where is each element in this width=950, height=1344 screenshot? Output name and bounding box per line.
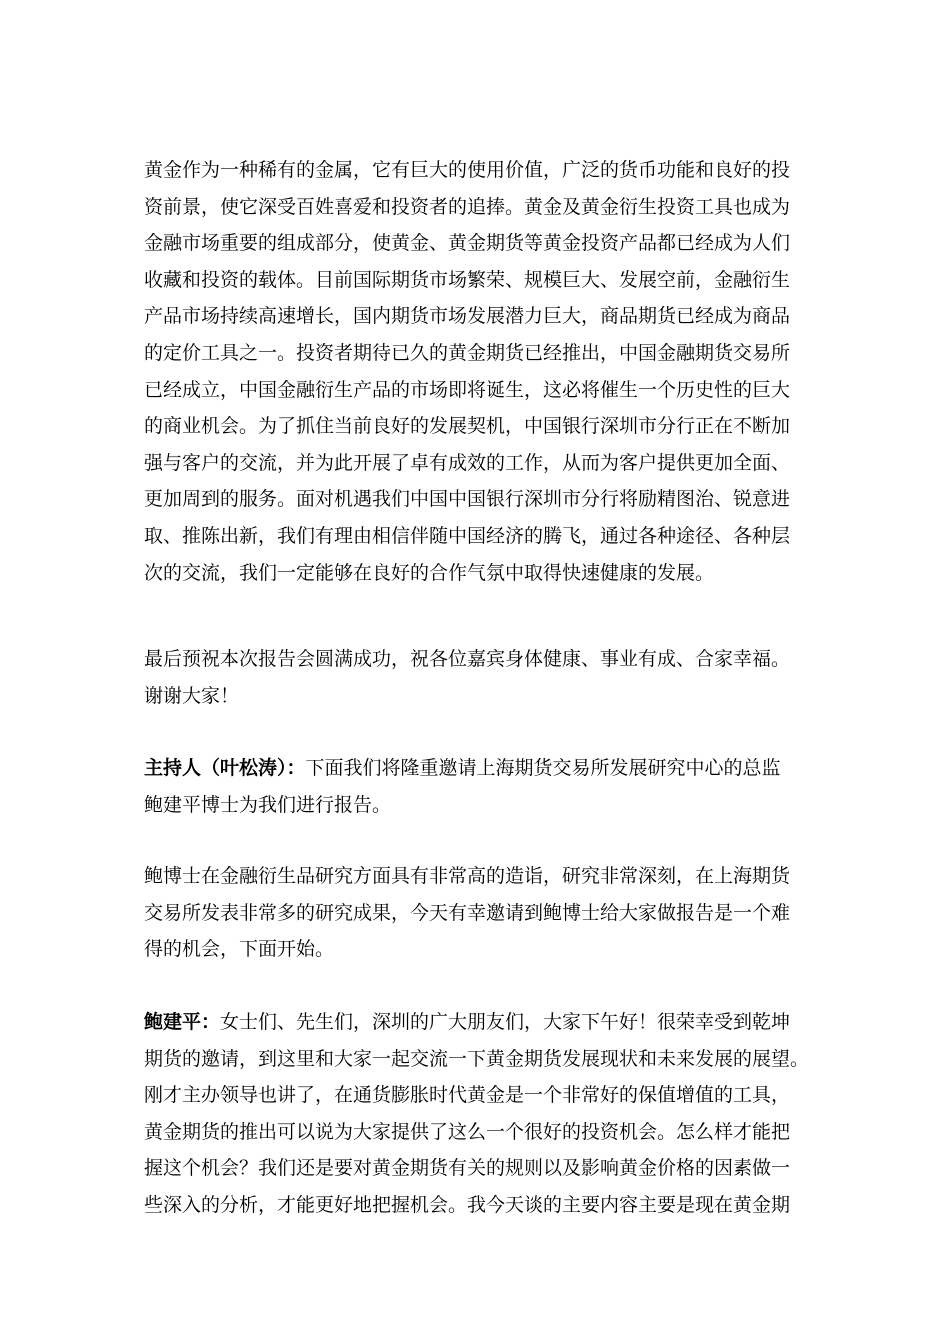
speaker-label: 主持人（叶松涛）：	[144, 757, 306, 779]
text-line	[144, 750, 816, 787]
text-line: 取、推陈出新，我们有理由相信伴随中国经济的腾飞，通过各种途径、各种层	[144, 524, 791, 547]
text-line: 的定价工具之一。投资者期待已久的黄金期货已经推出，中国金融期货交易所	[144, 341, 791, 364]
text-line: 谢谢大家！	[144, 684, 240, 707]
introduction-paragraph	[144, 858, 816, 968]
text-line: 鲍建平博士为我们进行报告。	[144, 793, 392, 816]
text-line: 握这个机会？我们还是要对黄金期货有关的规则以及影响黄金价格的因素做一	[144, 1157, 791, 1180]
closing-paragraph	[144, 641, 816, 714]
host-paragraph	[144, 750, 816, 823]
text-line: 黄金期货的推出可以说为大家提供了这么一个很好的投资机会。怎么样才能把	[144, 1120, 791, 1143]
text-line: 期货的邀请，到这里和大家一起交流一下黄金期货发展现状和未来发展的展望。	[144, 1047, 810, 1070]
intro-paragraph	[144, 152, 816, 591]
text-line: 收藏和投资的载体。目前国际期货市场繁荣、规模巨大、发展空前，金融衍生	[144, 268, 791, 291]
text-line: 已经成立，中国金融衍生产品的市场即将诞生，这必将催生一个历史性的巨大	[144, 378, 791, 401]
text-line: 产品市场持续高速增长，国内期货市场发展潜力巨大，商品期货已经成为商品	[144, 305, 791, 328]
text-line: 交易所发表非常多的研究成果，今天有幸邀请到鲍博士给大家做报告是一个难	[144, 901, 791, 924]
text-line: 金融市场重要的组成部分，使黄金、黄金期货等黄金投资产品都已经成为人们	[144, 232, 791, 255]
text-line: 最后预祝本次报告会圆满成功，祝各位嘉宾身体健康、事业有成、合家幸福。	[144, 648, 791, 670]
text-line	[144, 1004, 816, 1041]
speaker-label: 鲍建平：	[144, 1011, 221, 1033]
text-line: 资前景，使它深受百姓喜爱和投资者的追捧。黄金及黄金衍生投资工具也成为	[144, 195, 791, 218]
text-line: 次的交流，我们一定能够在良好的合作气氛中取得快速健康的发展。	[144, 561, 715, 584]
text-line: 更加周到的服务。面对机遇我们中国中国银行深圳市分行将励精图治、锐意进	[144, 488, 791, 511]
text-line: 刚才主办领导也讲了，在通货膨胀时代黄金是一个非常好的保值增值的工具，	[144, 1084, 791, 1107]
speech-text: 女士们、先生们，深圳的广大朋友们，大家下午好！很荣幸受到乾坤	[220, 1011, 791, 1033]
text-line: 的商业机会。为了抓住当前良好的发展契机，中国银行深圳市分行正在不断加	[144, 415, 791, 438]
text-line: 得的机会，下面开始。	[144, 938, 335, 961]
text-line: 些深入的分析，才能更好地把握机会。我今天谈的主要内容主要是现在黄金期	[144, 1193, 791, 1216]
text-line: 鲍博士在金融衍生品研究方面具有非常高的造诣，研究非常深刻，在上海期货	[144, 865, 791, 887]
speaker-paragraph	[144, 1004, 816, 1224]
text-line: 强与客户的交流，并为此开展了卓有成效的工作，从而为客户提供更加全面、	[144, 451, 791, 474]
text-line: 黄金作为一种稀有的金属，它有巨大的使用价值，广泛的货币功能和良好的投	[144, 159, 791, 181]
speech-text: 下面我们将隆重邀请上海期货交易所发展研究中心的总监	[305, 757, 781, 779]
